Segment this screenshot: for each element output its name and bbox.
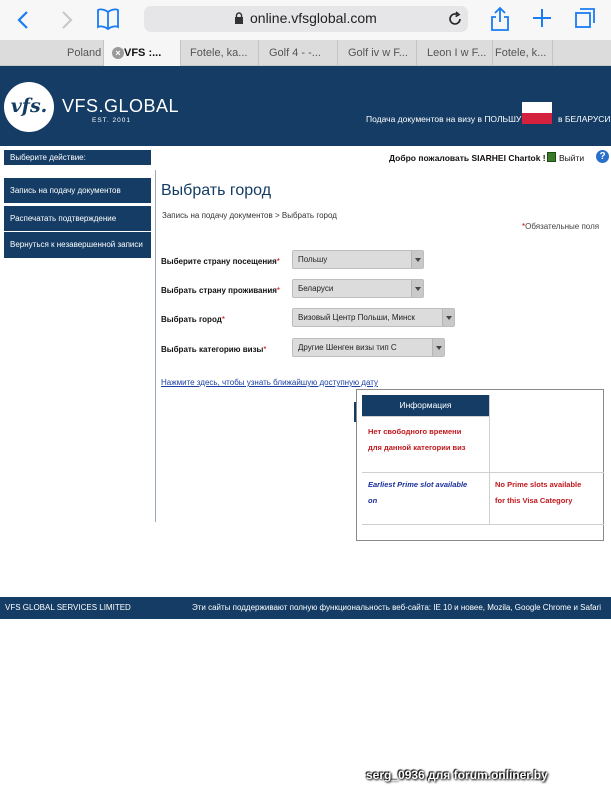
logout-link[interactable]: Выйти	[559, 153, 585, 163]
vfs-logo[interactable]: vfs.	[4, 82, 54, 132]
message-line: Earliest Prime slot available	[368, 480, 468, 489]
required-note-text: Обязательные поля	[525, 222, 600, 231]
sidebar-item-resume-booking[interactable]	[4, 232, 151, 258]
field-label: Выбрать город	[161, 315, 222, 324]
dropdown-arrow-icon	[411, 280, 423, 297]
site-footer	[0, 597, 611, 619]
visit-country-label	[161, 257, 280, 266]
reload-icon[interactable]	[447, 11, 463, 27]
tab-fotele-2[interactable]	[493, 40, 553, 66]
residence-country-label	[161, 286, 280, 295]
message-line: on	[368, 496, 378, 505]
tab-label: Golf 4 - -...	[269, 47, 321, 59]
sidebar-title: Выберите действие:	[4, 150, 151, 165]
dropdown-arrow-icon	[411, 251, 423, 268]
select-value: Другие Шенген визы тип С	[298, 343, 397, 352]
new-tab-icon[interactable]	[532, 8, 552, 28]
page-title: Выбрать город	[161, 182, 272, 199]
footer-company: VFS GLOBAL SERVICES LIMITED	[5, 603, 131, 612]
tab-bar	[0, 40, 611, 66]
divider	[362, 416, 489, 417]
city-select[interactable]	[292, 308, 455, 327]
address-bar[interactable]	[144, 6, 468, 32]
select-value: Визовый Центр Польши, Минск	[298, 313, 415, 322]
divider	[155, 170, 156, 522]
required-note	[522, 222, 599, 231]
tab-fotele[interactable]	[181, 40, 259, 66]
city-label	[161, 315, 225, 324]
residence-country-select[interactable]	[292, 279, 424, 298]
select-value: Беларуси	[298, 284, 334, 293]
bookmarks-icon[interactable]	[96, 8, 120, 30]
earliest-date-link[interactable]: Нажмите здесь, чтобы узнать ближайшую доступную дату	[161, 378, 378, 387]
info-heading: Информация	[362, 395, 489, 416]
breadcrumb: Запись на подачу документов > Выбрать город	[162, 211, 337, 220]
tab-label: Poland	[67, 47, 102, 59]
tab-leon[interactable]	[417, 40, 493, 66]
tab-poland[interactable]	[0, 40, 104, 66]
visa-category-select[interactable]	[292, 338, 445, 357]
tab-golf4[interactable]	[259, 40, 338, 66]
visa-category-label	[161, 345, 267, 354]
divider	[362, 472, 604, 473]
close-tab-icon[interactable]: ×	[112, 47, 124, 59]
back-icon[interactable]	[16, 10, 30, 30]
field-label: Выбрать категорию визы	[161, 345, 264, 354]
message-line: Нет свободного времени	[368, 427, 462, 436]
browser-toolbar	[0, 0, 611, 40]
message-line: No Prime slots available	[495, 480, 582, 489]
footer-browser-note: Эти сайты поддерживают полную функциональность веб-сайта: IE 10 и новее, Mozila, Google Chrome и Safari	[192, 603, 602, 612]
tab-label: VFS :...	[124, 47, 162, 59]
no-prime-slots-message	[495, 477, 581, 509]
lock-icon	[234, 12, 244, 24]
tab-golf-iv[interactable]	[338, 40, 417, 66]
tab-label: Golf iv w F...	[348, 47, 408, 59]
tab-vfs[interactable]	[104, 40, 181, 66]
tab-label: Fotele, k...	[495, 47, 547, 59]
divider	[489, 395, 490, 473]
sidebar-item-label: Запись на подачу документов	[10, 186, 121, 195]
help-icon[interactable]: ?	[596, 150, 609, 163]
required-star: *	[263, 345, 267, 354]
brand-est: EST. 2001	[92, 117, 131, 124]
prime-slot-label	[368, 477, 467, 509]
message-line: for this Visa Category	[495, 496, 573, 505]
sidebar-item-label: Вернуться к незавершенной записи	[10, 240, 143, 249]
logout-icon[interactable]	[547, 152, 556, 162]
tab-label: Leon I w F...	[427, 47, 487, 59]
sidebar-item-book-appointment[interactable]	[4, 178, 151, 203]
field-label: Выбрать страну проживания	[161, 286, 277, 295]
dropdown-arrow-icon	[432, 339, 444, 356]
divider	[489, 472, 490, 524]
required-star: *	[276, 257, 280, 266]
sidebar-item-label: Распечатать подтверждение	[10, 214, 117, 223]
url-text: online.vfsglobal.com	[250, 10, 377, 26]
brand-name: VFS.GLOBAL	[62, 96, 180, 116]
share-icon[interactable]	[490, 6, 510, 32]
visit-country-select[interactable]	[292, 250, 424, 269]
tabs-icon[interactable]	[574, 7, 596, 29]
poland-flag-icon	[522, 102, 552, 124]
tab-label: Fotele, ka...	[190, 47, 248, 59]
required-star: *	[276, 286, 281, 295]
submit-country-text: Подача документов на визу в ПОЛЬШУ	[366, 114, 522, 124]
required-star: *	[221, 315, 225, 324]
divider	[362, 524, 604, 525]
message-line: для данной категории виз	[368, 443, 466, 452]
no-slots-message	[368, 424, 465, 456]
required-star: *	[522, 222, 526, 231]
select-value: Польшу	[298, 255, 328, 264]
sidebar-item-print-confirmation[interactable]	[4, 206, 151, 231]
welcome-text: Добро пожаловать SIARHEI Chartok !	[389, 153, 546, 163]
forward-icon[interactable]	[60, 10, 74, 30]
watermark: serg_0936 для forum.onliner.by	[366, 768, 548, 782]
field-label: Выберите страну посещения	[161, 257, 277, 266]
dropdown-arrow-icon	[442, 309, 454, 326]
residence-country-text: в БЕЛАРУСИ	[558, 114, 611, 124]
